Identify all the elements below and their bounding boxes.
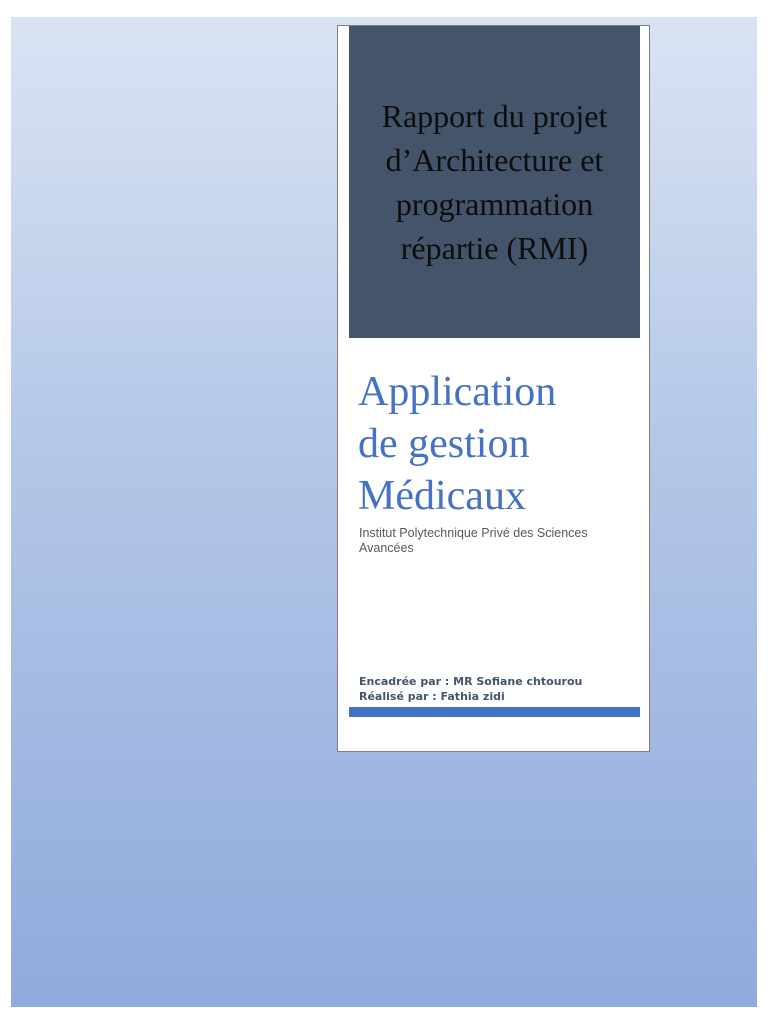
institute-name: Institut Polytechnique Privé des Sciences Avancées — [359, 526, 588, 555]
report-title-box — [349, 26, 640, 338]
accent-bar — [349, 707, 640, 717]
author-line: Réalisé par : Fathia zidi — [359, 690, 505, 703]
supervisor-line: Encadrée par : MR Sofiane chtourou — [359, 675, 583, 688]
credits-block — [359, 674, 639, 704]
cover-panel — [337, 25, 650, 752]
application-title: Application de gestion Médicaux — [358, 369, 557, 519]
report-title: Rapport du projet d’Architecture et programmation répartie (RMI) — [381, 98, 608, 266]
